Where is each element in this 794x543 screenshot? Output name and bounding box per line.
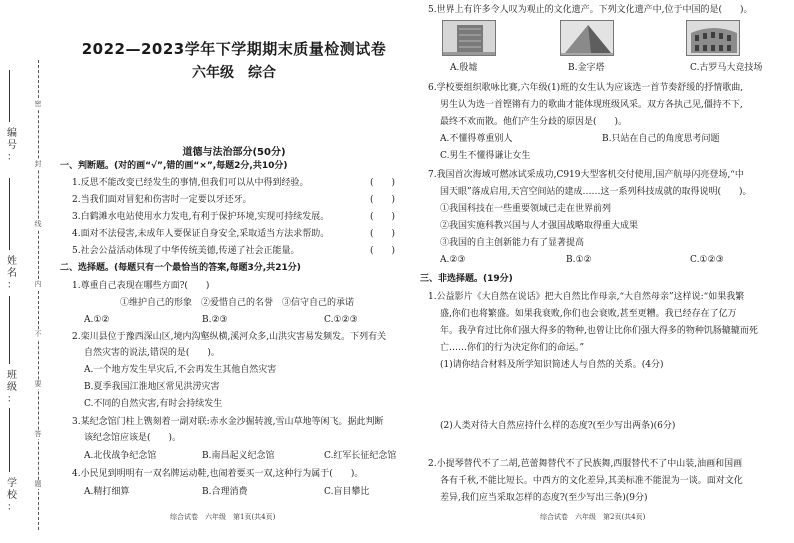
page-left [58,0,410,543]
answer-blank: ( ) [370,178,396,188]
option-c[interactable]: C.红军长征纪念馆 [324,451,397,461]
essay-question: 1.公益影片《大自然在说话》把大自然比作母亲,“大自然母亲”这样说:“如果我繁 [428,292,745,302]
name-underline [9,178,10,250]
option-a[interactable]: A.殷墟 [450,63,478,73]
option-a[interactable]: A.不懂得尊重别人 [440,134,513,144]
part2-title: 二、选择题。(每题只有一个最恰当的答案,每题3分,共21分) [60,263,301,273]
school-underline [9,408,10,472]
page-footer: 综合试卷 六年级 第1页(共4页) [170,513,276,521]
choice-question: 国天眼”落成启用,天宫空间站的建成……这一系列科技成就的取得说明( )。 [440,187,752,197]
judge-question: 2.当我们面对冒犯和伤害时一定要以牙还牙。 [72,195,252,205]
option-c[interactable]: C.①②③ [690,255,724,265]
answer-blank: ( ) [370,246,396,256]
seal-text: 线 [34,220,42,228]
essay-question: 各有千秋,不能比短长。中西方的文化差异,其美标准不能混为一谈。面对文化 [440,476,743,486]
choice-question: 5.世界上有许多令人叹为观止的文化遗产。下列文化遗产中,位于中国的是( )。 [428,5,753,15]
choice-question: 6.学校要组织歌咏比赛,六年级(1)班的女生认为应该选一首节奏舒缓的抒情歌曲, [428,83,744,93]
choice-item: ①我国科技在一些重要领域已走在世界前列 [440,204,612,214]
answer-blank: ( ) [370,195,396,205]
class-underline [9,296,10,364]
serial-label: 编 号 ： [7,128,17,163]
choice-question: 该纪念馆应该是( )。 [84,433,182,443]
choice-items: ①维护自己的形象 ②爱惜自己的名誉 ③信守自己的承诺 [120,298,355,308]
essay-question: 2.小提琴替代不了二胡,芭蕾舞替代不了民族舞,西服替代不了中山装,油画和国画 [428,459,743,469]
option-c[interactable]: C.男生不懂得谦让女生 [440,151,531,161]
judge-question: 1.反思不能改变已经发生的事情,但我们可以从中得到经验。 [72,178,309,188]
serial-underline [9,70,10,122]
school-label: 学 校 ： [7,478,17,513]
essay-question: 盛,你们也将繁盛。如果我衰败,你们也会衰败,甚至更糟。我已经存在了亿万 [440,309,737,319]
option-c[interactable]: C.不同的自然灾害,有时会持续发生 [84,399,223,409]
choice-question: 3.某纪念馆门柱上镌刻着一副对联:赤水金沙掘转渡,雪山草地等闲飞。据此判断 [72,417,384,427]
judge-question: 4.面对不法侵害,未成年人要保证自身安全,采取适当方法求帮助。 [72,229,330,239]
choice-item: ③我国的自主创新能力有了显著提高 [440,238,585,248]
choice-question: 2.栾川县位于豫西深山区,境内沟壑纵横,溪河众多,山洪灾害易发频发。下列有关 [72,332,387,342]
page-right [420,0,788,543]
option-c[interactable]: C.①②③ [324,315,358,325]
choice-question: 男生认为选一首铿锵有力的歌曲才能体现班级风采。双方各执己见,僵持不下, [440,100,743,110]
option-a[interactable]: A.北伐战争纪念馆 [84,451,157,461]
seal-text: 答 [34,430,42,438]
judge-question: 5.社会公益活动体现了中华传统美德,传递了社会正能量。 [72,246,300,256]
part1-title: 一、判断题。(对的画“√”,错的画“×”,每题2分,共10分) [60,161,288,171]
exam-title: 2022—2023学年下学期期末质量检测试卷 [81,40,387,58]
option-b[interactable]: B.合理消费 [202,487,248,497]
pyramid-picture [560,20,614,56]
exam-subtitle: 六年级 综合 [192,65,276,81]
yinxu-picture [442,20,496,56]
class-label: 班 级 ： [7,370,17,405]
option-a[interactable]: A.①② [84,315,110,325]
option-b[interactable]: B.②③ [202,315,228,325]
option-a[interactable]: A.精打细算 [84,487,130,497]
judge-question: 3.白鹤滩水电站使用水力发电,有利于保护环境,实现可持续发展。 [72,212,330,222]
essay-subquestion: (1)请你结合材料及所学知识简述人与自然的关系。(4分) [440,360,664,370]
choice-question: 7.我国首次海域可燃冰试采成功,C919大型客机交付使用,国产航母闪亮登场,“中 [428,170,744,180]
answer-blank: ( ) [370,229,396,239]
choice-question: 1.尊重自己表现在哪些方面?( ) [72,281,210,291]
option-a[interactable]: A.一个地方发生旱灾后,不会再发生其他自然灾害 [84,365,277,375]
essay-question: 年。我孕育过比你们强大得多的物种,也曾让比你们强大得多的物种饥肠辘辘而死 [440,326,758,336]
option-b[interactable]: B.金字塔 [568,63,605,73]
name-label: 姓 名 ： [7,256,17,291]
part3-title: 三、非选择题。(19分) [420,274,513,284]
option-a[interactable]: A.②③ [440,255,466,265]
choice-question: 最终不欢而散。他们产生分歧的原因是( )。 [440,117,628,127]
essay-question: 差异,我们应当采取怎样的态度?(至少写出三条)(9分) [440,493,648,503]
seal-text: 题 [34,480,42,488]
option-c[interactable]: C.古罗马大竞技场 [690,63,763,73]
answer-blank: ( ) [370,212,396,222]
seal-text: 密 [34,100,42,108]
choice-item: ②我国实施科教兴国与人才强国战略取得重大成果 [440,221,639,231]
binding-margin [0,0,50,543]
choice-question: 自然灾害的说法,错误的是( )。 [84,348,220,358]
seal-text: 内 [34,280,42,288]
choice-question: 4.小民见到明明有一双名牌运动鞋,也闹着要买一双,这种行为属于( )。 [72,469,364,479]
colosseum-picture [686,20,740,56]
option-c[interactable]: C.盲目攀比 [324,487,370,497]
seal-text: 封 [34,160,42,168]
option-b[interactable]: B.①② [566,255,592,265]
essay-subquestion: (2)人类对待大自然应持什么样的态度?(至少写出两条)(6分) [440,421,676,431]
option-b[interactable]: B.只站在自己的角度思考问题 [602,134,720,144]
page-footer: 综合试卷 六年级 第2页(共4页) [540,513,646,521]
option-b[interactable]: B.夏季我国江淮地区常见洪涝灾害 [84,382,220,392]
essay-question: 亡……你们的行为决定你们的命运。” [440,343,585,353]
seal-text: 不 [34,330,42,338]
option-b[interactable]: B.南昌起义纪念馆 [202,451,275,461]
seal-text: 要 [34,380,42,388]
section-title: 道德与法治部分(50分) [182,147,286,158]
seal-dashed-line [38,60,39,530]
